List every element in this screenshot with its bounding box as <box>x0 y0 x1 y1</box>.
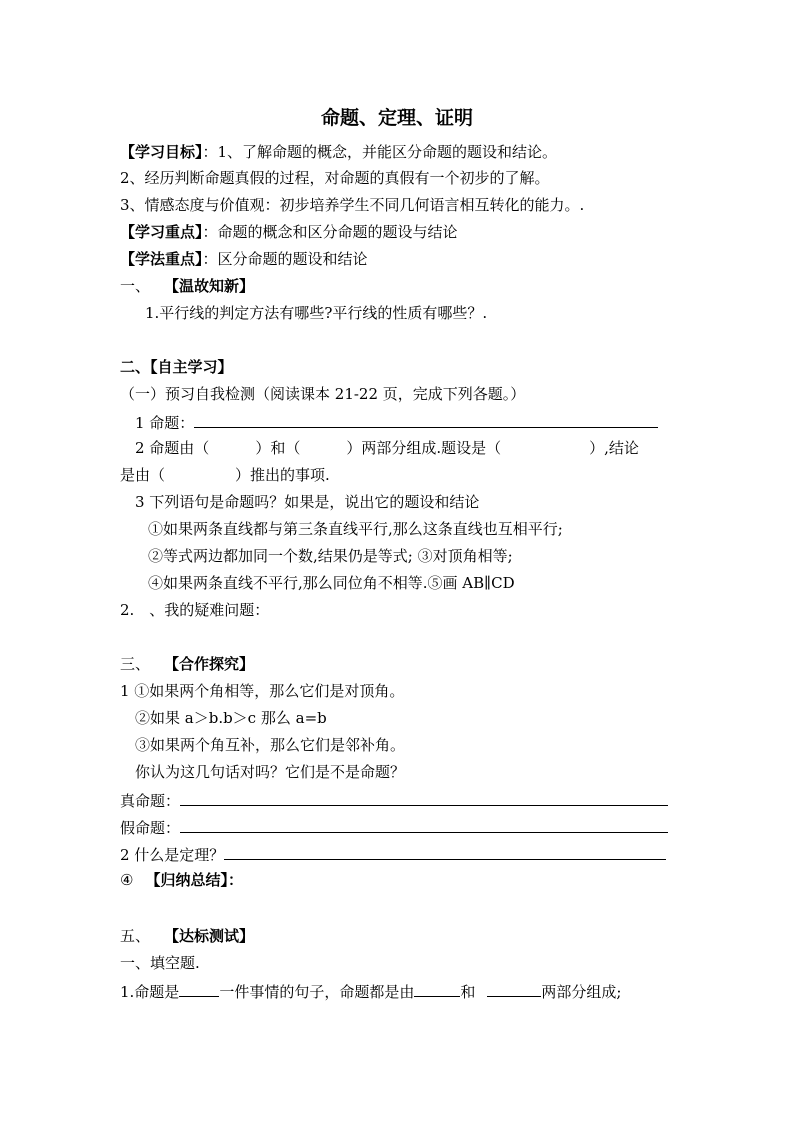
method-label: 【学法重点】 <box>120 250 203 268</box>
q2-text-a: 2 命题由（ <box>135 439 210 457</box>
summary-num: ④ <box>120 871 134 889</box>
inquiry-item-2: ②如果 a＞b.b＞c 那么 a=b <box>135 709 327 727</box>
q1-label: 1 命题： <box>135 414 195 432</box>
true-proposition-row <box>120 789 668 811</box>
section-1-label: 【温故知新】 <box>164 277 255 295</box>
section-3-num: 三、 <box>120 655 151 673</box>
preview-check: （一）预习自我检测（阅读课本 21-22 页，完成下列各题。） <box>120 385 526 403</box>
answer-blank[interactable] <box>180 816 668 833</box>
theorem-label: 2 什么是定理？ <box>120 846 225 864</box>
focus-label: 【学习重点】 <box>120 223 203 241</box>
statement-2-3: ②等式两边都加同一个数,结果仍是等式; ③对顶角相等; <box>148 547 513 565</box>
goals-line-3: 3、情感态度与价值观：初步培养学生不同几何语言相互转化的能力。. <box>120 196 585 214</box>
answer-blank[interactable] <box>487 980 541 997</box>
answer-blank[interactable] <box>179 980 219 997</box>
q2-text-c: ）两部分组成.题设是（ <box>346 439 502 457</box>
q2-text-d: ）,结论 <box>589 439 639 457</box>
section-5-label: 【达标测试】 <box>164 927 255 945</box>
q2-line <box>135 438 639 458</box>
q2-line-2 <box>120 465 330 485</box>
page-title: 命题、定理、证明 <box>320 107 473 129</box>
goals-line-2: 2、经历判断命题真假的过程，对命题的真假有一个初步的了解。 <box>120 169 550 187</box>
section-2-heading: 二、【自主学习】 <box>120 358 233 376</box>
fill-q1-text-d: 两部分组成; <box>541 983 622 1001</box>
fill-q1-text-a: 1.命题是 <box>120 983 180 1001</box>
summary-label: 【归纳总结】 <box>145 871 228 889</box>
fill-in-heading: 一、填空题. <box>120 954 200 972</box>
section-5-heading <box>120 926 254 946</box>
answer-blank[interactable] <box>194 411 658 428</box>
goals-text: ：1、了解命题的概念，并能区分命题的题设和结论。 <box>202 143 558 161</box>
learning-focus <box>120 222 458 242</box>
false-proposition-row <box>120 816 668 838</box>
q2-text-b: ）和（ <box>255 439 301 457</box>
method-text: ：区分命题的题设和结论 <box>202 250 368 268</box>
answer-blank[interactable] <box>414 980 460 997</box>
section-3-label: 【合作探究】 <box>164 655 255 673</box>
summary-colon: ： <box>227 871 243 889</box>
q2-text-f: ）推出的事项. <box>235 466 330 484</box>
q2-text-e: 是由（ <box>120 466 166 484</box>
q1-proposition <box>135 411 658 433</box>
statement-1: ①如果两条直线都与第三条直线平行,那么这条直线也互相平行; <box>148 520 563 538</box>
answer-blank[interactable] <box>180 789 668 806</box>
review-question: 1.平行线的判定方法有哪些?平行线的性质有哪些？. <box>145 304 488 322</box>
goals-label: 【学习目标】 <box>120 143 203 161</box>
fill-q1-text-c: 和 <box>460 983 476 1001</box>
statement-4-5: ④如果两条直线不平行,那么同位角不相等.⑤画 AB∥CD <box>148 574 515 592</box>
inquiry-item-3: ③如果两个角互补，那么它们是邻补角。 <box>135 736 406 754</box>
answer-blank[interactable] <box>224 843 666 860</box>
summary-heading <box>120 870 243 890</box>
false-label: 假命题： <box>120 819 181 837</box>
section-1-heading <box>120 276 254 296</box>
q3-prompt: 3 下列语句是命题吗？如果是，说出它的题设和结论 <box>135 493 480 511</box>
inquiry-item-1: 1 ①如果两个角相等，那么它们是对顶角。 <box>120 682 405 700</box>
fill-in-q1 <box>120 980 621 1002</box>
section-1-num: 一、 <box>120 277 151 295</box>
learning-goals <box>120 142 557 162</box>
section-3-heading <box>120 654 254 674</box>
difficulty-questions: 2. 、我的疑难问题： <box>120 601 270 619</box>
fill-q1-text-b: 一件事情的句子，命题都是由 <box>219 983 415 1001</box>
method-focus <box>120 249 368 269</box>
focus-text: ：命题的概念和区分命题的题设与结论 <box>202 223 458 241</box>
true-label: 真命题： <box>120 792 181 810</box>
inquiry-question: 你认为这几句话对吗？它们是不是命题？ <box>135 763 406 781</box>
theorem-row <box>120 843 666 865</box>
section-5-num: 五、 <box>120 927 151 945</box>
